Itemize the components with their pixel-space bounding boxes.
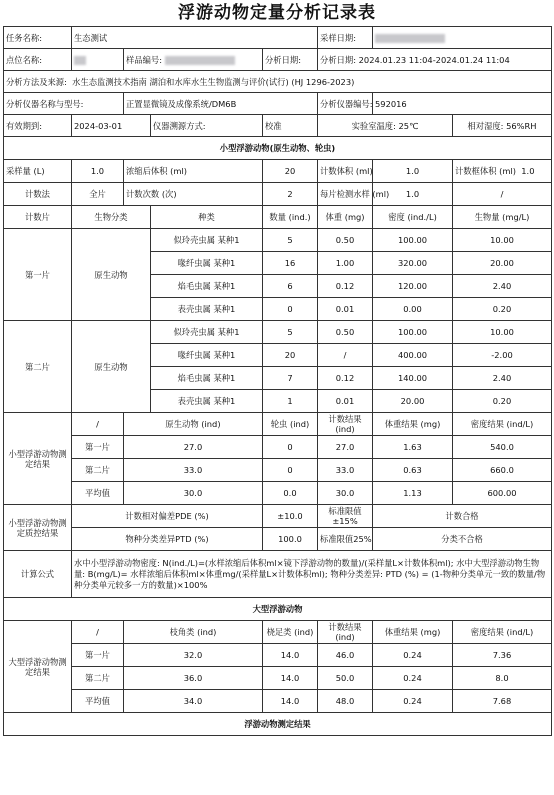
species-name: 喙纤虫属 某种1 xyxy=(151,344,263,367)
section-large-title: 大型浮游动物 xyxy=(4,598,552,621)
task-label: 任务名称: xyxy=(4,27,72,49)
result-col: 体重结果 (mg) xyxy=(373,413,453,436)
species-count: 16 xyxy=(263,252,318,275)
qc-ptd-value: 100.0 xyxy=(263,528,318,551)
species-density: 120.00 xyxy=(373,275,453,298)
analysis-date-value: 分析日期: 2024.01.23 11:04-2024.01.24 11:04 xyxy=(318,49,552,71)
header-row-valid xyxy=(4,115,552,137)
qc-row-1 xyxy=(4,505,552,528)
result-cell: 33.0 xyxy=(318,459,373,482)
qc-limit1: 标准限值±15% xyxy=(318,505,373,528)
method-label: 分析方法及来源: xyxy=(6,76,67,87)
large-results-label: 大型浮游动物测定结果 xyxy=(4,621,72,713)
species-name: 似玲壳虫属 某种1 xyxy=(151,229,263,252)
species-biomass: 10.00 xyxy=(453,321,552,344)
param-count-times: 2 xyxy=(263,183,318,206)
task-value: 生态测试 xyxy=(72,27,318,49)
species-name: 喙纤虫属 某种1 xyxy=(151,252,263,275)
trace-value: 校准 xyxy=(263,115,318,137)
section-large-title-row xyxy=(4,598,552,621)
table-row xyxy=(4,459,552,482)
col-species: 种类 xyxy=(151,206,263,229)
table-row xyxy=(4,644,552,667)
species-weight: / xyxy=(318,344,373,367)
formula-label: 计算公式 xyxy=(4,551,72,598)
species-weight: 0.01 xyxy=(318,298,373,321)
slide-label: 第一片 xyxy=(4,229,72,321)
species-biomass: 2.40 xyxy=(453,367,552,390)
param-method-label: 计数法 xyxy=(4,183,72,206)
params-row-2 xyxy=(4,183,552,206)
species-density: 20.00 xyxy=(373,390,453,413)
param-slash: / xyxy=(453,183,552,206)
species-density: 100.00 xyxy=(373,229,453,252)
species-count: 1 xyxy=(263,390,318,413)
trace-label: 仪器溯源方式: xyxy=(151,115,263,137)
param-per-vol-label: 每片检测水样 (ml) xyxy=(318,183,373,206)
param-count-times-label: 计数次数 (次) xyxy=(124,183,263,206)
species-density: 100.00 xyxy=(373,321,453,344)
qc-ptd-label: 物种分类差异PTD (%) xyxy=(72,528,263,551)
param-frame-vol xyxy=(453,160,552,183)
result-col: 密度结果 (ind/L) xyxy=(453,621,552,644)
result-cell: 0.24 xyxy=(373,690,453,713)
qc-result2: 分类不合格 xyxy=(373,528,552,551)
table-row xyxy=(4,482,552,505)
result-cell: 14.0 xyxy=(263,667,318,690)
result-cell: 0.0 xyxy=(263,482,318,505)
col-density: 密度 (ind./L) xyxy=(373,206,453,229)
result-cell: 8.0 xyxy=(453,667,552,690)
qc-rpd-label: 计数相对偏差PDE (%) xyxy=(72,505,263,528)
species-biomass: -2.00 xyxy=(453,344,552,367)
site-label: 点位名称: xyxy=(4,49,72,71)
col-count: 数量 (ind.) xyxy=(263,206,318,229)
result-cell: 36.0 xyxy=(124,667,263,690)
species-density: 400.00 xyxy=(373,344,453,367)
result-col: 桡足类 (ind) xyxy=(263,621,318,644)
redacted-value xyxy=(165,56,235,65)
result-cell: 平均值 xyxy=(72,482,124,505)
valid-value: 2024-03-01 xyxy=(72,115,151,137)
result-cell: 0.24 xyxy=(373,667,453,690)
result-cell: 第二片 xyxy=(72,667,124,690)
group-label: 原生动物 xyxy=(72,229,151,321)
header-row-task xyxy=(4,27,552,49)
redacted-value xyxy=(375,34,445,43)
header-row-method xyxy=(4,71,552,93)
result-cell: 50.0 xyxy=(318,667,373,690)
species-name: 似玲壳虫属 某种1 xyxy=(151,321,263,344)
result-cell: 540.0 xyxy=(453,436,552,459)
qc-limit2: 标准限值25% xyxy=(318,528,373,551)
result-cell: 0 xyxy=(263,436,318,459)
result-cell: 第二片 xyxy=(72,459,124,482)
result-cell: 27.0 xyxy=(124,436,263,459)
sample-no xyxy=(124,49,263,71)
sampling-date-value xyxy=(373,27,552,49)
species-density: 320.00 xyxy=(373,252,453,275)
species-biomass: 20.00 xyxy=(453,252,552,275)
footer-title-row xyxy=(4,713,552,736)
group-label: 原生动物 xyxy=(72,321,151,413)
species-count: 5 xyxy=(263,229,318,252)
record-table xyxy=(3,26,552,736)
col-slide: 计数片 xyxy=(4,206,72,229)
result-cell: 0 xyxy=(263,459,318,482)
method-value: 水生态监测技术指南 湖泊和水库水生生物监测与评价(试行) (HJ 1296-2023) xyxy=(72,76,355,87)
species-weight: 0.50 xyxy=(318,321,373,344)
col-group: 生物分类 xyxy=(72,206,151,229)
result-cell: 660.0 xyxy=(453,459,552,482)
redacted-value xyxy=(74,56,86,65)
param-per-vol: 1.0 xyxy=(373,183,453,206)
species-weight: 0.12 xyxy=(318,275,373,298)
method-cell xyxy=(4,71,552,93)
param-conc-vol: 20 xyxy=(263,160,318,183)
result-col: 密度结果 (ind/L) xyxy=(453,413,552,436)
result-cell: 46.0 xyxy=(318,644,373,667)
humidity-label: 相对湿度: 56%RH xyxy=(453,115,552,137)
header-row-instrument xyxy=(4,93,552,115)
slide-label: 第二片 xyxy=(4,321,72,413)
species-name: 焰毛虫属 某种1 xyxy=(151,367,263,390)
sample-no-label: 样品编号: xyxy=(126,54,162,65)
col-weight: 体重 (mg) xyxy=(318,206,373,229)
formula-text: 水中小型浮游动物密度: N(ind./L)=(水样浓缩后体积ml×镜下浮游动物的数量)/(采样量L×计数体积ml); 水中大型浮游动物生物量: B(mg/L)= 水样浓缩后体积ml×体重mg/(采样量L×计数体积ml); 物种分类差异: PTD (%) = (1-物种分类单元一致的数量/物种分类单元较多一方的数量)×100% xyxy=(72,551,552,598)
qc-result1: 计数合格 xyxy=(373,505,552,528)
sampling-date-label: 采样日期: xyxy=(318,27,373,49)
params-row-1 xyxy=(4,160,552,183)
footer-title: 浮游动物测定结果 xyxy=(4,713,552,736)
small-results-label: 小型浮游动物测定结果 xyxy=(4,413,72,505)
result-cell: 30.0 xyxy=(318,482,373,505)
param-count-vol-label: 计数体积 (ml) xyxy=(318,160,373,183)
result-cell: 第一片 xyxy=(72,644,124,667)
species-biomass: 2.40 xyxy=(453,275,552,298)
table-row xyxy=(4,436,552,459)
species-density: 0.00 xyxy=(373,298,453,321)
small-results-header xyxy=(4,413,552,436)
species-name: 表壳虫属 某种1 xyxy=(151,298,263,321)
result-cell: 32.0 xyxy=(124,644,263,667)
result-cell: 27.0 xyxy=(318,436,373,459)
instrument-value: 正置显微镜及成像系统/DM6B xyxy=(124,93,318,115)
formula-row xyxy=(4,551,552,598)
section-small-title-row xyxy=(4,137,552,160)
result-cell: 7.68 xyxy=(453,690,552,713)
param-frame-vol-label: 计数框体积 (ml) xyxy=(455,166,516,176)
species-density: 140.00 xyxy=(373,367,453,390)
param-conc-vol-label: 浓缩后体积 (ml) xyxy=(124,160,263,183)
table-row xyxy=(4,690,552,713)
result-col: 原生动物 (ind) xyxy=(124,413,263,436)
result-col: 体重结果 (mg) xyxy=(373,621,453,644)
species-count: 5 xyxy=(263,321,318,344)
result-col: / xyxy=(72,621,124,644)
result-cell: 14.0 xyxy=(263,690,318,713)
header-row-site xyxy=(4,49,552,71)
param-sample-vol: 1.0 xyxy=(72,160,124,183)
section-small-title: 小型浮游动物(原生动物、轮虫) xyxy=(4,137,552,160)
temp-label: 实验室温度: 25℃ xyxy=(318,115,453,137)
site-value xyxy=(72,49,124,71)
species-header-row xyxy=(4,206,552,229)
param-method: 全片 xyxy=(72,183,124,206)
species-biomass: 10.00 xyxy=(453,229,552,252)
table-row xyxy=(4,321,552,344)
valid-label: 有效期到: xyxy=(4,115,72,137)
result-col: / xyxy=(72,413,124,436)
result-cell: 第一片 xyxy=(72,436,124,459)
result-col: 枝角类 (ind) xyxy=(124,621,263,644)
large-results-header xyxy=(4,621,552,644)
result-cell: 14.0 xyxy=(263,644,318,667)
species-count: 6 xyxy=(263,275,318,298)
species-count: 20 xyxy=(263,344,318,367)
species-weight: 0.50 xyxy=(318,229,373,252)
species-name: 表壳虫属 某种1 xyxy=(151,390,263,413)
species-count: 7 xyxy=(263,367,318,390)
param-sample-vol-label: 采样量 (L) xyxy=(4,160,72,183)
result-cell: 0.24 xyxy=(373,644,453,667)
species-name: 焰毛虫属 某种1 xyxy=(151,275,263,298)
col-biomass: 生物量 (mg/L) xyxy=(453,206,552,229)
instrument-no-value: 592016 xyxy=(373,93,552,115)
qc-rpd-value: ±10.0 xyxy=(263,505,318,528)
result-cell: 34.0 xyxy=(124,690,263,713)
qc-label: 小型浮游动物测定质控结果 xyxy=(4,505,72,551)
param-frame-vol-value: 1.0 xyxy=(521,166,535,176)
result-cell: 0.63 xyxy=(373,459,453,482)
species-weight: 0.01 xyxy=(318,390,373,413)
instrument-label: 分析仪器名称与型号: xyxy=(4,93,124,115)
result-cell: 平均值 xyxy=(72,690,124,713)
result-cell: 1.63 xyxy=(373,436,453,459)
page-title: 浮游动物定量分析记录表 xyxy=(178,3,376,23)
species-weight: 1.00 xyxy=(318,252,373,275)
result-col: 轮虫 (ind) xyxy=(263,413,318,436)
species-biomass: 0.20 xyxy=(453,298,552,321)
instrument-no-label: 分析仪器编号: xyxy=(318,93,373,115)
result-cell: 7.36 xyxy=(453,644,552,667)
result-col: 计数结果 (ind) xyxy=(318,413,373,436)
result-cell: 30.0 xyxy=(124,482,263,505)
table-row xyxy=(4,667,552,690)
result-col: 计数结果 (ind) xyxy=(318,621,373,644)
analysis-date-label: 分析日期: xyxy=(263,49,318,71)
species-biomass: 0.20 xyxy=(453,390,552,413)
result-cell: 33.0 xyxy=(124,459,263,482)
species-weight: 0.12 xyxy=(318,367,373,390)
species-count: 0 xyxy=(263,298,318,321)
result-cell: 600.00 xyxy=(453,482,552,505)
table-row xyxy=(4,229,552,252)
qc-row-2 xyxy=(4,528,552,551)
result-cell: 1.13 xyxy=(373,482,453,505)
result-cell: 48.0 xyxy=(318,690,373,713)
param-count-vol: 1.0 xyxy=(373,160,453,183)
